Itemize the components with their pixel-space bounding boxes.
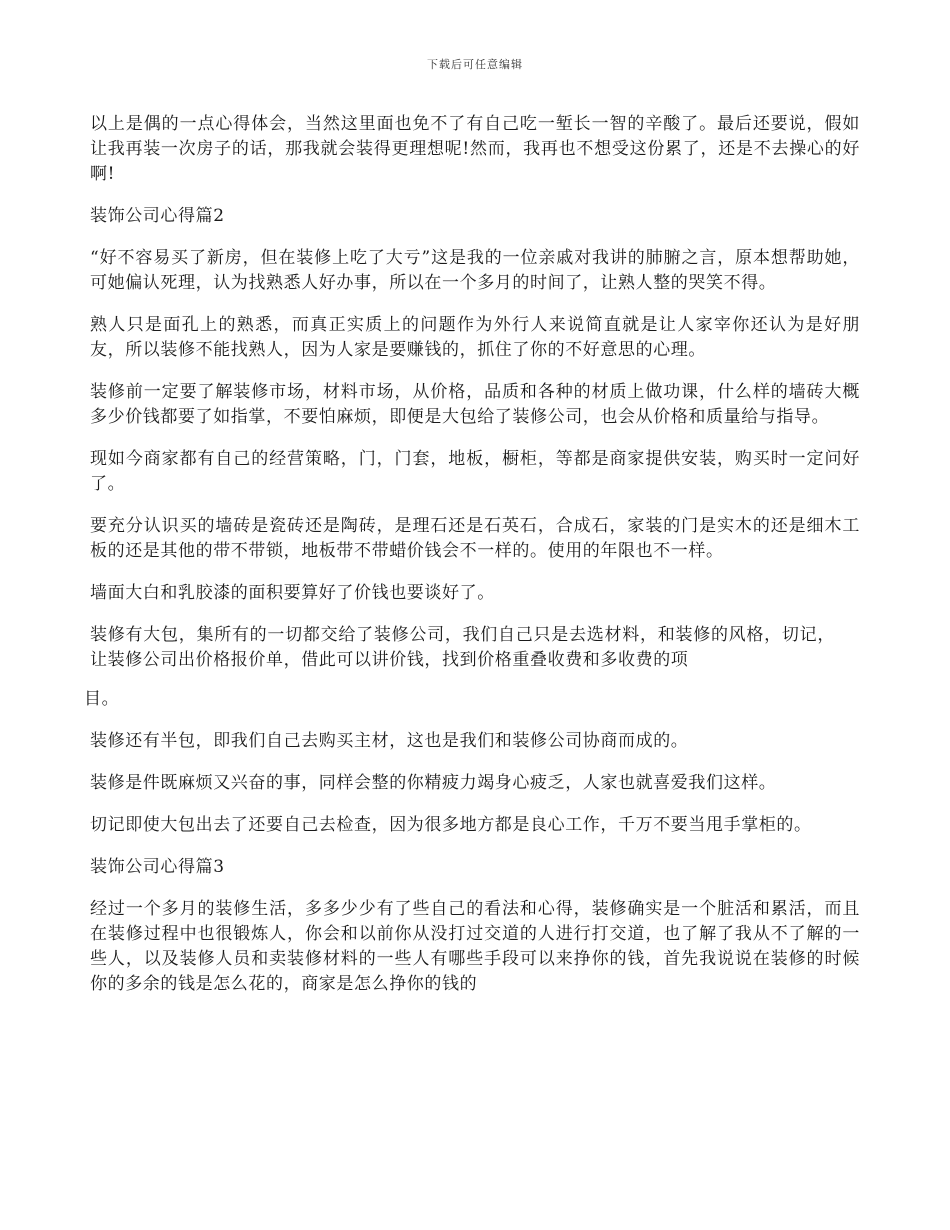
paragraph: 装修是件既麻烦又兴奋的事，同样会整的你精疲力竭身心疲乏，人家也就喜爱我们这样。 <box>90 773 777 793</box>
paragraph-continuation: 目。 <box>84 689 120 709</box>
section-heading: 装饰公司心得篇3 <box>90 857 225 877</box>
paragraph: “好不容易买了新房，但在装修上吃了大亏”这是我的一位亲戚对我讲的肺腑之言，原本想帮助她，可她偏认死理，认为找熟悉人好办事，所以在一个多月的时间了，让熟人整的哭笑不得。 <box>90 248 860 293</box>
paragraph: 以上是偶的一点心得体会，当然这里面也免不了有自己吃一堑长一智的辛酸了。最后还要说，假如让我再装一次房子的话，那我就会装得更理想呢!然而，我再也不想受这份累了，还是不去操心的好啊! <box>90 114 860 184</box>
paragraph: 装修有大包，集所有的一切都交给了装修公司，我们自己只是去选材料，和装修的风格，切记，让装修公司出价格报价单，借此可以讲价钱，找到价格重叠收费和多收费的项 <box>90 625 835 670</box>
paragraph: 装修前一定要了解装修市场，材料市场，从价格，品质和各种的材质上做功课，什么样的墙砖大概多少价钱都要了如指掌，不要怕麻烦，即便是大包给了装修公司，也会从价格和质量给与指导。 <box>90 382 860 427</box>
paragraph: 墙面大白和乳胶漆的面积要算好了价钱也要谈好了。 <box>90 583 495 603</box>
document-body <box>84 112 860 1014</box>
paragraph: 要充分认识买的墙砖是瓷砖还是陶砖，是理石还是石英石，合成石，家装的门是实木的还是细木工板的还是其他的带不带锁，地板带不带蜡价钱会不一样的。使用的年限也不一样。 <box>90 516 860 561</box>
paragraph: 切记即使大包出去了还要自己去检查，因为很多地方都是良心工作，千万不要当甩手掌柜的。 <box>90 815 812 835</box>
paragraph: 经过一个多月的装修生活，多多少少有了些自己的看法和心得，装修确实是一个脏活和累活，而且在装修过程中也很锻炼人，你会和以前你从没打过交道的人进行打交道，也了解了我从不了解的一些人，以及装修人员和卖装修材料的一些人有哪些手段可以来挣你的钱，首先我说说在装修的时候你的多余的钱是怎么花的，商家是怎么挣你的钱的 <box>90 899 860 994</box>
page-header: 下载后可任意编辑 <box>427 58 523 71</box>
paragraph: 装修还有半包，即我们自己去购买主材，这也是我们和装修公司协商而成的。 <box>90 731 689 751</box>
paragraph: 熟人只是面孔上的熟悉，而真正实质上的问题作为外行人来说简直就是让人家宰你还认为是好朋友，所以装修不能找熟人，因为人家是要赚钱的，抓住了你的不好意思的心理。 <box>90 315 860 360</box>
section-heading: 装饰公司心得篇2 <box>90 206 225 226</box>
paragraph: 现如今商家都有自己的经营策略，门，门套，地板，橱柜，等都是商家提供安装，购买时一定问好了。 <box>90 449 860 494</box>
